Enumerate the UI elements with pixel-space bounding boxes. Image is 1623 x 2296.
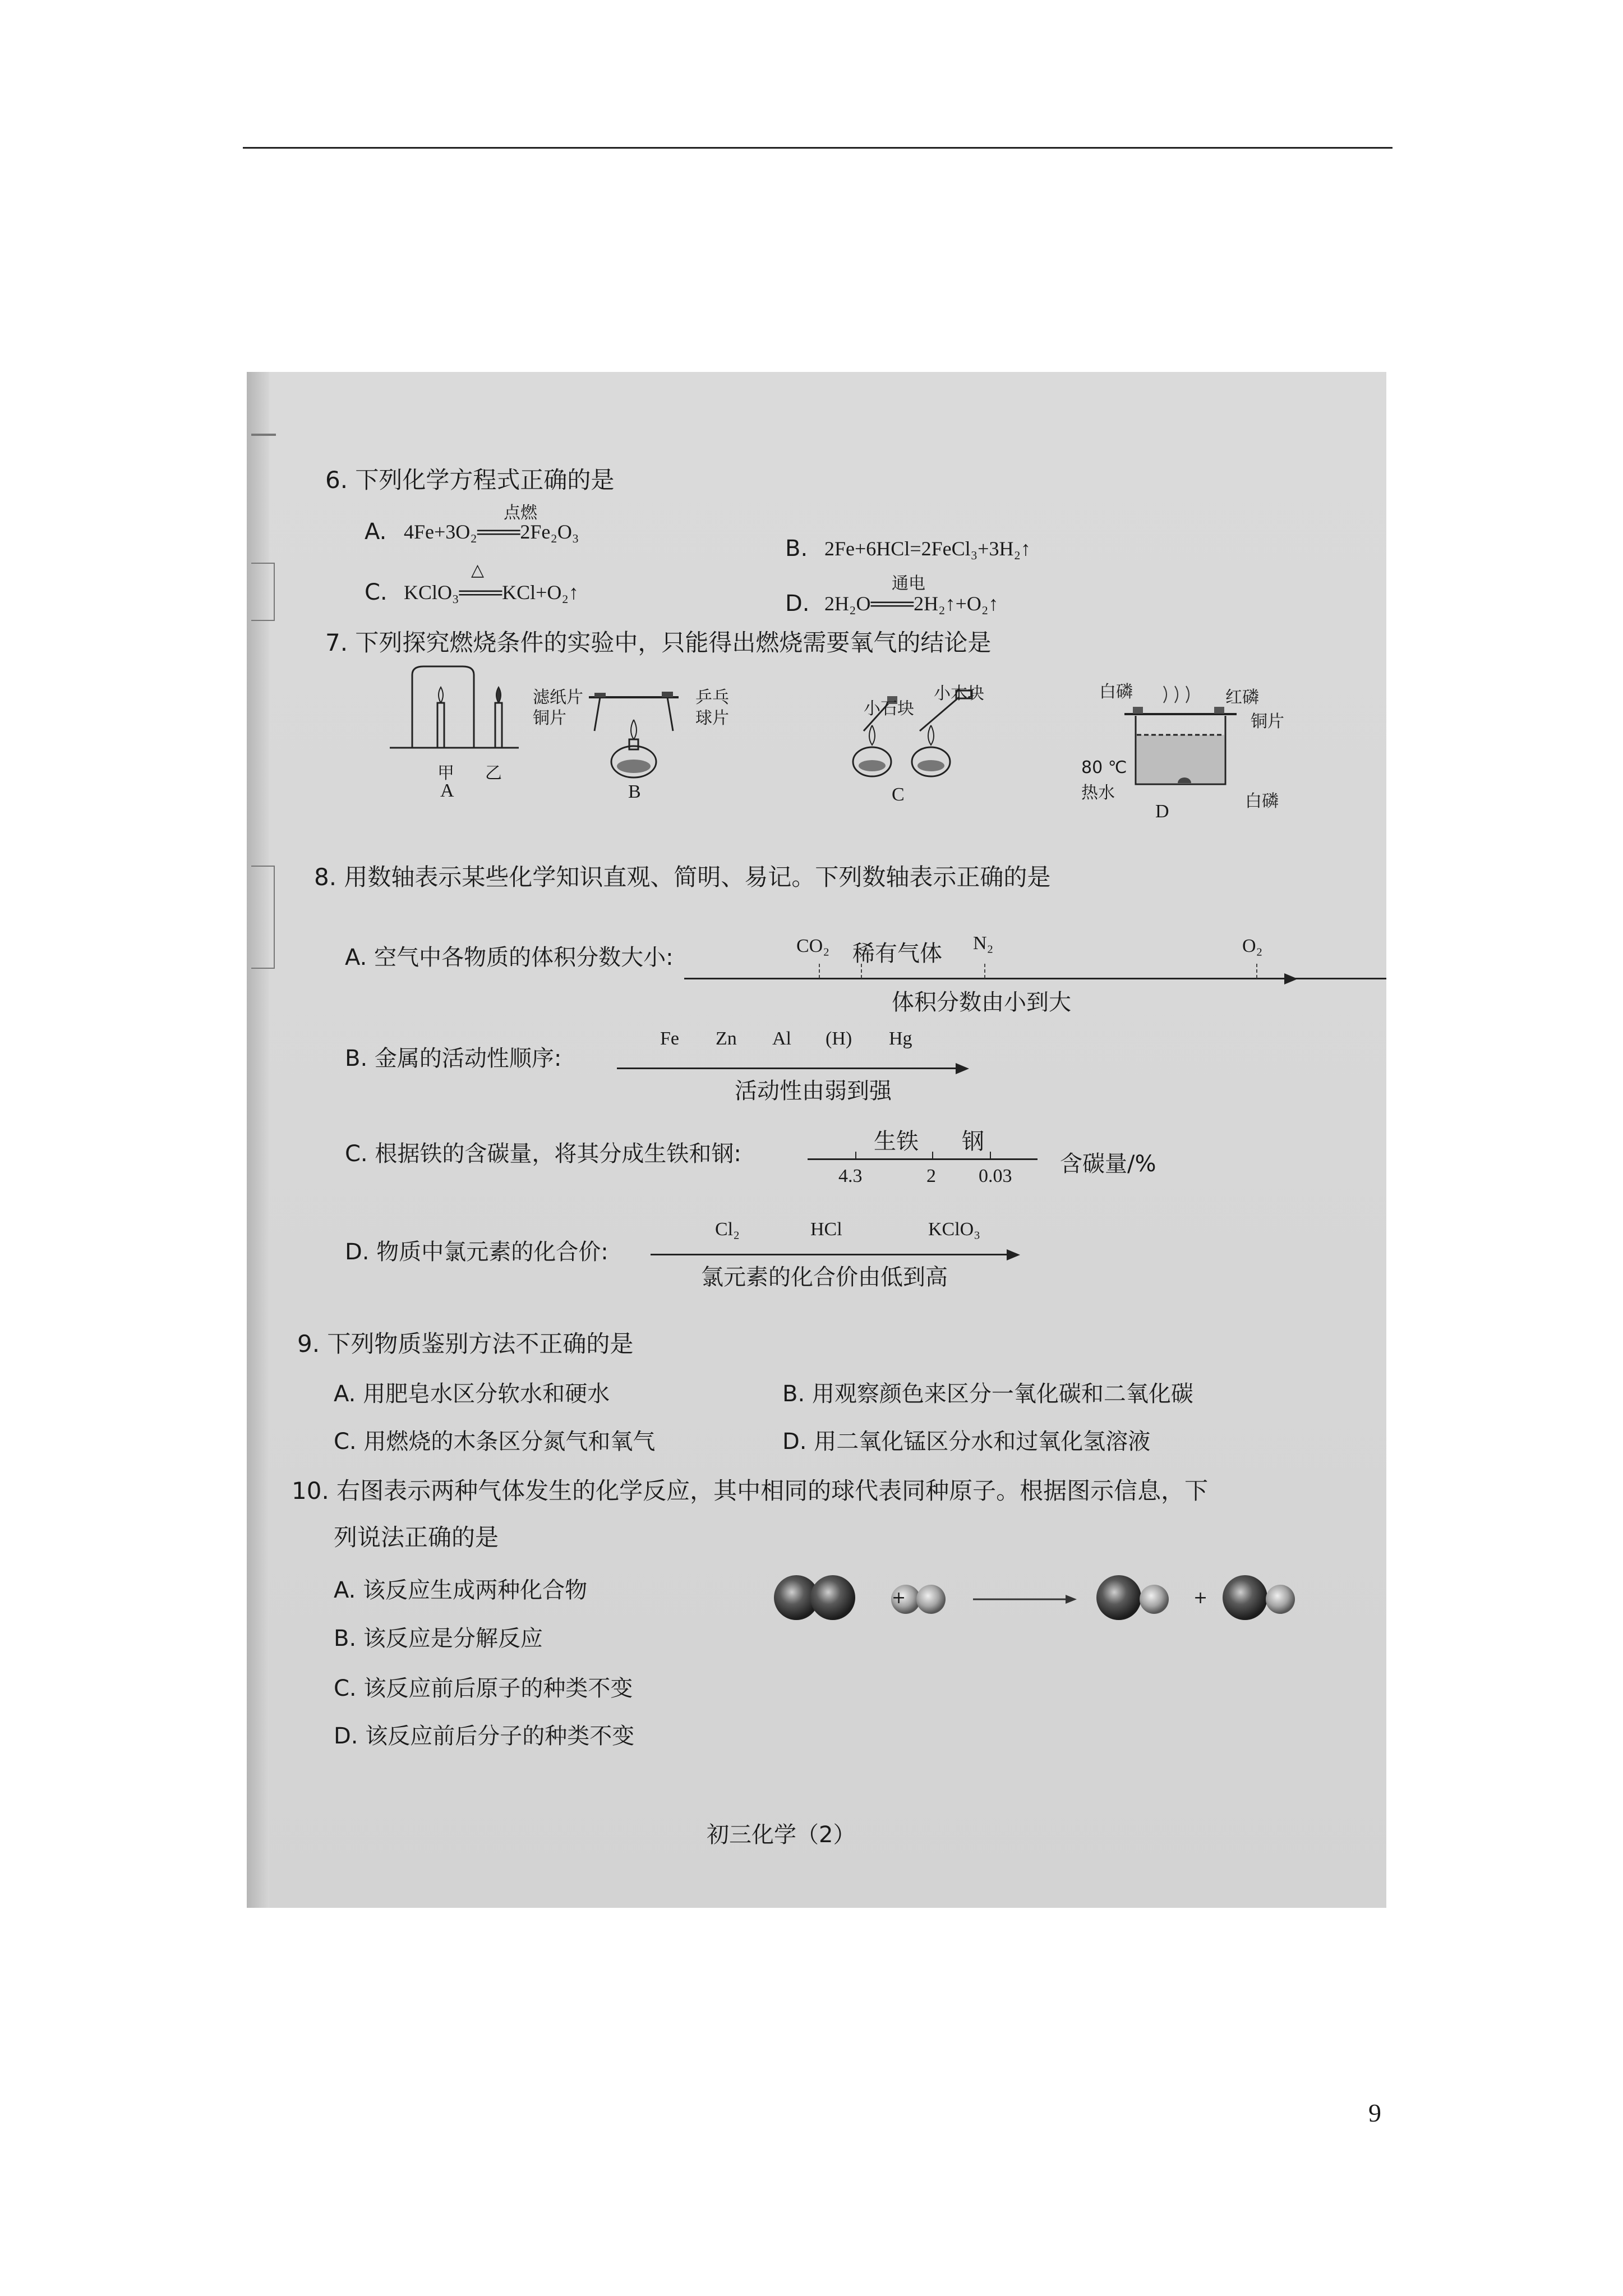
q8-option-a-tick	[819, 964, 821, 978]
q7-fig-b-right-label-2: 球片	[695, 708, 729, 728]
q8-option-c-mark-pig-iron: 生铁	[874, 1129, 919, 1154]
q8-option-b-text: B. 金属的活动性顺序:	[345, 1046, 562, 1071]
q10-option-b: B. 该反应是分解反应	[334, 1626, 543, 1651]
q9-option-b: B. 用观察颜色来区分一氧化碳和二氧化碳	[782, 1381, 1193, 1407]
q7-fig-a-yi: 乙	[485, 763, 502, 783]
q6-option-a-condition: 点燃	[504, 503, 537, 523]
scan-left-fragments	[247, 372, 280, 1269]
q8-option-c-tick	[932, 1152, 934, 1159]
q7-fig-a-jia: 甲	[437, 763, 454, 783]
q7-fig-c-label-1: 小石块	[864, 699, 914, 719]
q8-option-d-axis	[651, 1254, 1009, 1255]
q8-option-b-under-text: 活动性由弱到强	[735, 1078, 892, 1104]
q8-option-a-text: A. 空气中各物质的体积分数大小:	[345, 945, 674, 970]
q8-option-c-axis	[808, 1158, 1038, 1160]
q8-option-a-tick	[1256, 964, 1258, 978]
q7-fig-d-letter: D	[1155, 801, 1169, 822]
q8-option-c-tick-2: 2	[926, 1166, 936, 1186]
q10-stem-line-2: 列说法正确的是	[334, 1524, 499, 1551]
q10-plus-left: +	[892, 1588, 906, 1608]
fragment-box	[251, 866, 275, 969]
q8-option-a-under-text: 体积分数由小到大	[892, 990, 1071, 1015]
q8-option-c-tick	[990, 1152, 992, 1159]
q6-stem: 6. 下列化学方程式正确的是	[325, 466, 615, 494]
q7-figure-b	[578, 686, 690, 781]
q8-option-a-arrowhead	[1284, 973, 1298, 984]
q8-option-d-under-text: 氯元素的化合价由低到高	[701, 1264, 948, 1290]
q8-option-c-tick-4-3: 4.3	[838, 1166, 863, 1186]
q8-option-b-arrowhead	[956, 1063, 969, 1074]
q8-option-a-axis	[684, 978, 1386, 979]
q8-option-b-mark-fe: Fe	[660, 1028, 679, 1049]
q7-fig-d-label-red-phosphorus: 红磷	[1225, 688, 1259, 707]
q9-option-c: C. 用燃烧的木条区分氮气和氧气	[334, 1429, 656, 1455]
q8-stem: 8. 用数轴表示某些化学知识直观、简明、易记。下列数轴表示正确的是	[314, 863, 1051, 891]
q8-option-d-mark-hcl: HCl	[810, 1219, 842, 1240]
q8-option-b-mark-al: Al	[772, 1028, 791, 1049]
fragment-line	[251, 434, 276, 436]
q9-option-d: D. 用二氧化锰区分水和过氧化氢溶液	[782, 1429, 1151, 1455]
q8-option-d-mark-cl2: Cl₂	[715, 1219, 740, 1240]
q7-fig-b-left-label-1: 滤纸片	[533, 688, 583, 707]
q10-plus-right: +	[1193, 1588, 1208, 1608]
q6-option-c-label: C.	[365, 579, 388, 605]
q8-option-d-arrowhead	[1007, 1249, 1020, 1260]
q10-stem-line-1: 10. 右图表示两种气体发生的化学反应，其中相同的球代表同种原子。根据图示信息，下	[292, 1477, 1209, 1504]
q8-option-a-mark-o2: O₂	[1242, 936, 1263, 956]
q6-option-d-equation: 2H₂O═══2H₂↑+O₂↑	[824, 592, 999, 615]
header-rule	[243, 147, 1393, 149]
q6-option-c-equation: KClO₃═══KCl+O₂↑	[404, 581, 579, 604]
q6-option-d-condition: 通电	[892, 574, 925, 593]
q10-option-c: C. 该反应前后原子的种类不变	[334, 1676, 633, 1701]
q7-fig-b-right-label-1: 乒乓	[695, 688, 729, 707]
q7-fig-a-letter: A	[440, 780, 454, 801]
q7-fig-d-label-hot-water: 热水	[1081, 783, 1115, 803]
q8-option-b-mark-h: (H)	[826, 1028, 852, 1049]
q7-stem: 7. 下列探究燃烧条件的实验中，只能得出燃烧需要氧气的结论是	[325, 629, 992, 656]
q10-reaction-diagram	[768, 1561, 1329, 1640]
q8-option-a-tick	[984, 964, 986, 978]
q6-option-a-equation: 4Fe+3O₂═══2Fe₂O₃	[404, 521, 579, 543]
q8-option-b-mark-zn: Zn	[716, 1028, 737, 1049]
q8-option-c-unit: 含碳量/%	[1060, 1151, 1156, 1177]
q8-option-c-mark-steel: 钢	[962, 1129, 984, 1154]
q8-option-a-mark-noble-gas: 稀有气体	[852, 941, 942, 967]
q10-option-a: A. 该反应生成两种化合物	[334, 1577, 588, 1603]
q8-option-c-tick-0-03: 0.03	[979, 1166, 1012, 1186]
q7-fig-b-letter: B	[628, 781, 641, 802]
q8-option-c-tick	[855, 1152, 857, 1159]
q9-option-a: A. 用肥皂水区分软水和硬水	[334, 1381, 610, 1407]
q7-fig-d-label-copper-sheet: 铜片	[1251, 712, 1284, 731]
q7-fig-b-left-label-2: 铜片	[533, 708, 566, 728]
q7-fig-d-label-white-phosphorus: 白磷	[1099, 682, 1133, 702]
q7-fig-d-label-white-phosphorus-bottom: 白磷	[1245, 792, 1279, 811]
q8-option-b-axis	[617, 1068, 959, 1069]
page-footer: 初三化学（2）	[707, 1822, 856, 1848]
q6-option-b-label: B.	[785, 536, 808, 562]
q6-option-d-label: D.	[785, 591, 810, 616]
q7-fig-c-letter: C	[892, 784, 905, 805]
q8-option-c-text: C. 根据铁的含碳量，将其分成生铁和钢:	[345, 1141, 741, 1167]
q7-fig-c-label-2: 小木块	[934, 684, 984, 703]
q7-figure-a	[390, 664, 519, 770]
q9-stem: 9. 下列物质鉴别方法不正确的是	[297, 1330, 634, 1358]
scanned-exam-page	[247, 372, 1386, 1908]
page-number: 9	[1368, 2099, 1381, 2127]
q8-option-a-mark-n2: N₂	[973, 933, 994, 954]
q6-option-a-label: A.	[365, 519, 387, 545]
q8-option-d-mark-kclo3: KClO₃	[928, 1219, 981, 1240]
q6-option-c-condition: △	[471, 560, 485, 580]
q6-option-b-equation: 2Fe+6HCl=2FeCl₃+3H₂↑	[824, 537, 1031, 560]
q7-fig-d-label-temperature: 80 ℃	[1081, 758, 1127, 777]
q10-option-d: D. 该反应前后分子的种类不变	[334, 1723, 635, 1749]
q8-option-a-mark-co2: CO₂	[796, 936, 830, 956]
fragment-box	[251, 563, 275, 621]
q8-option-d-text: D. 物质中氯元素的化合价:	[345, 1239, 608, 1265]
q8-option-b-mark-hg: Hg	[889, 1028, 912, 1049]
